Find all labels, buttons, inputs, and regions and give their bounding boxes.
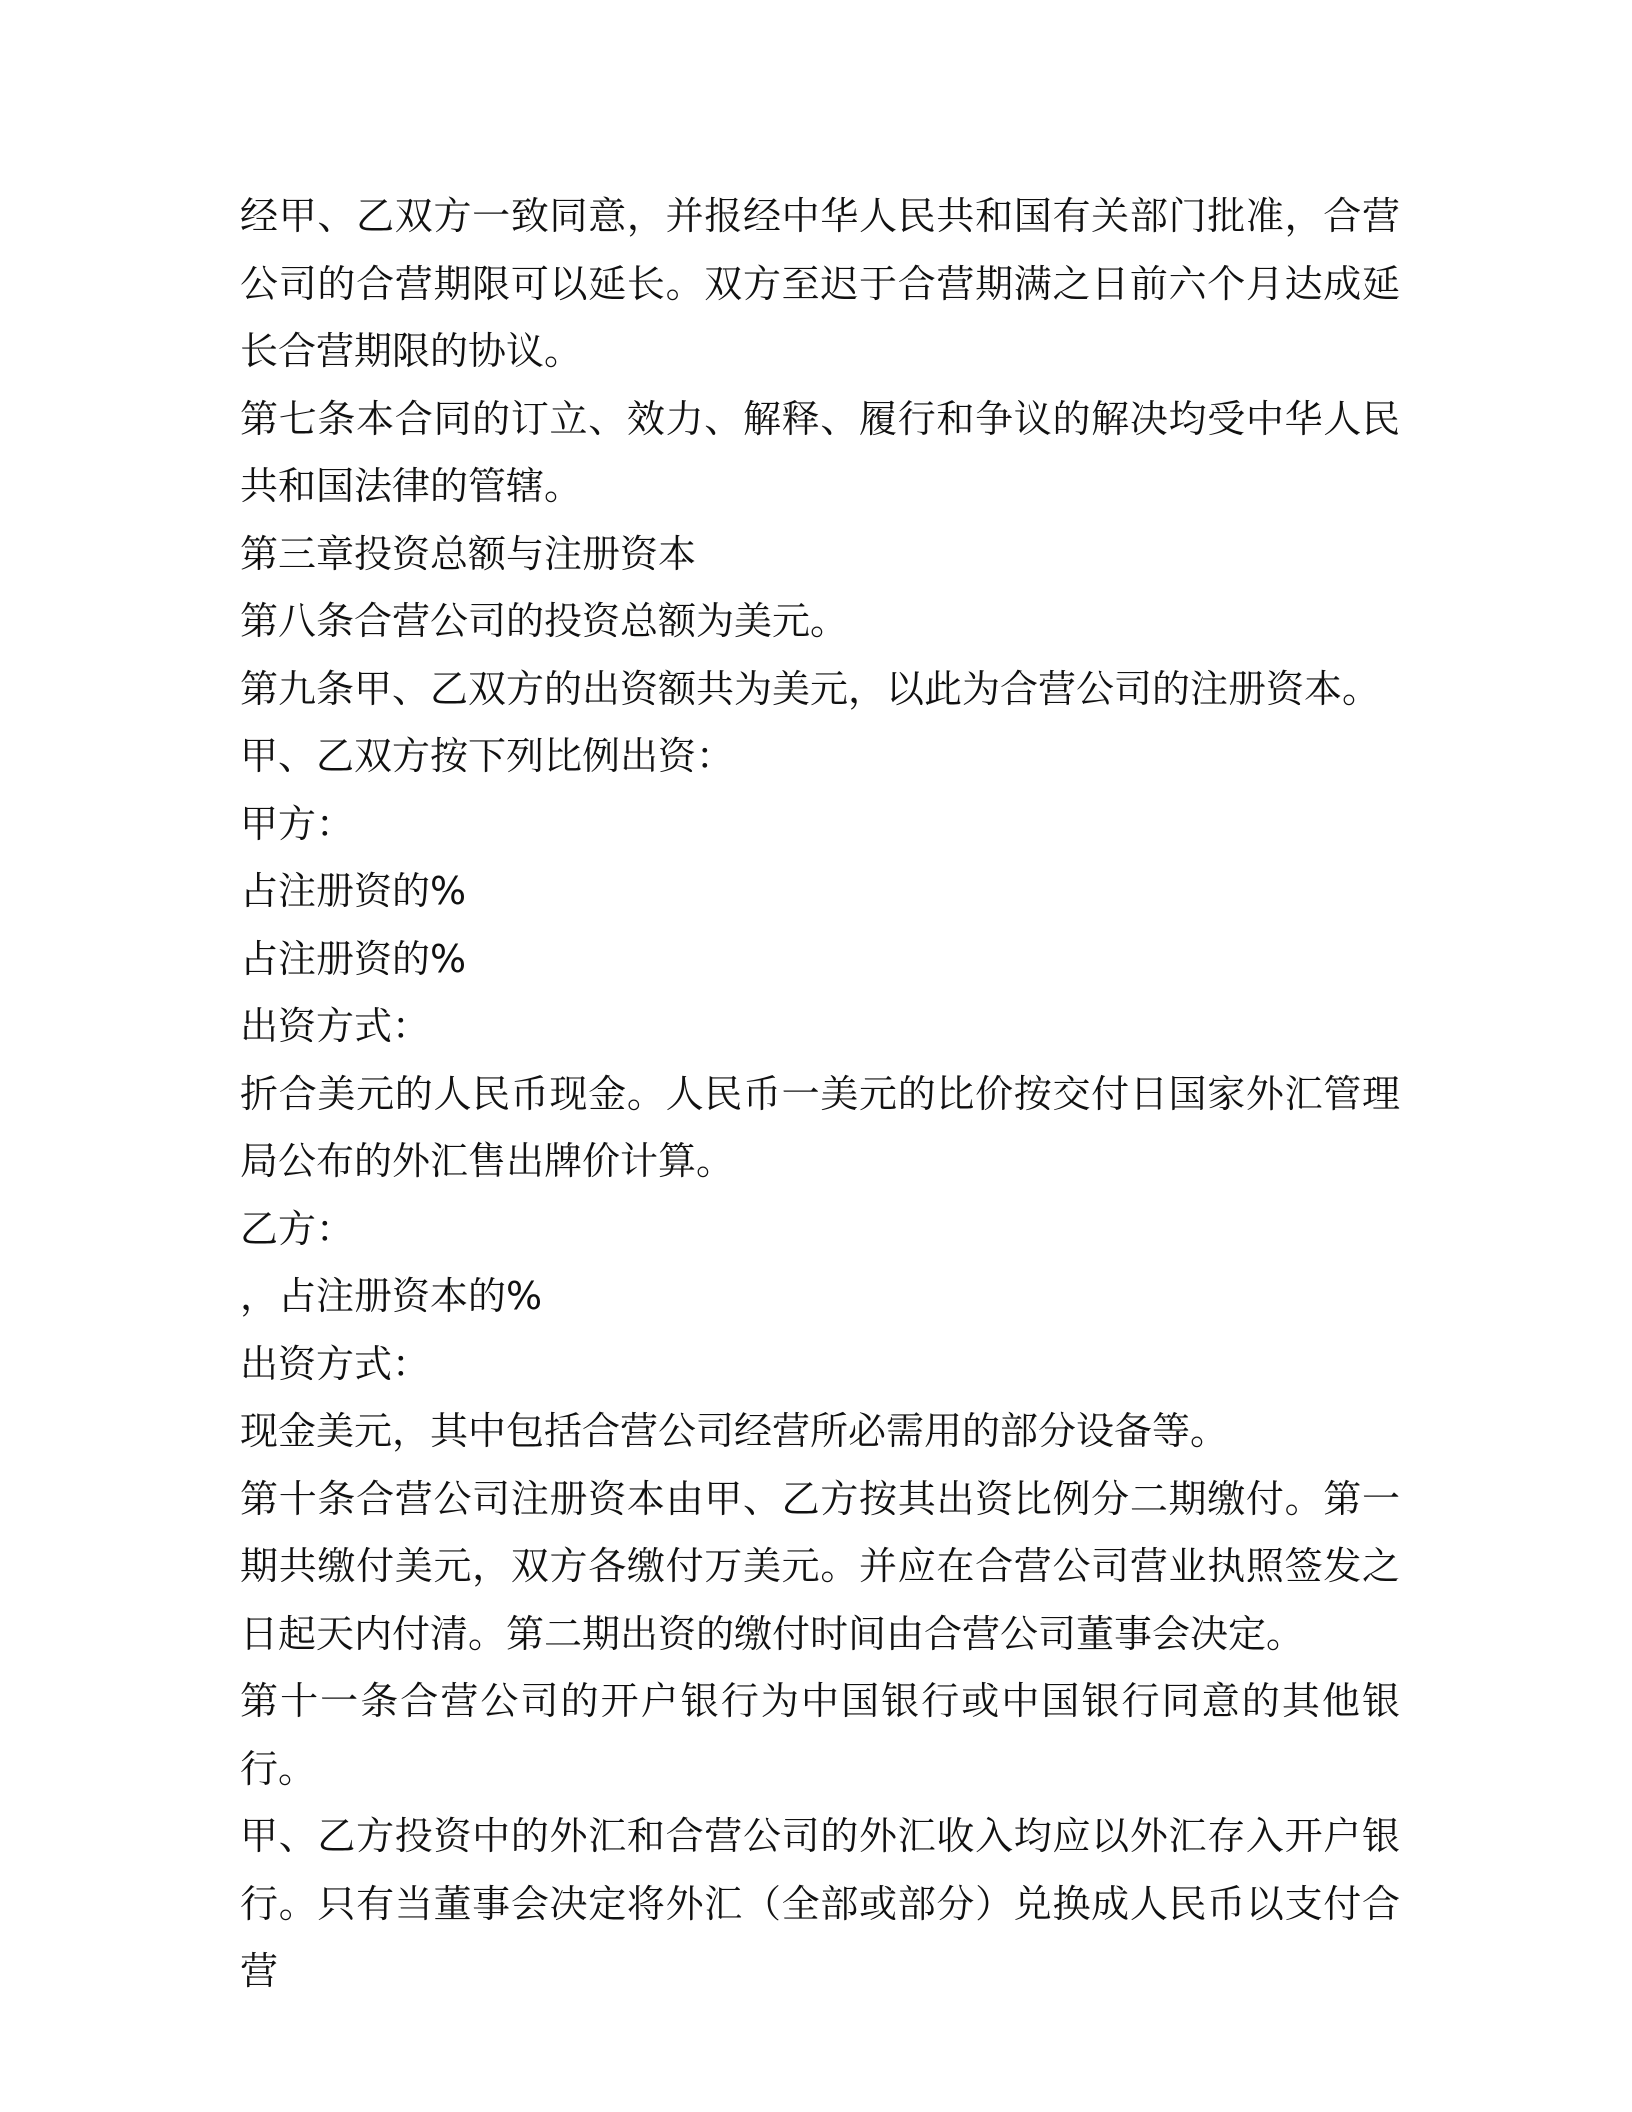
party-a-share-1: 占注册资的%	[240, 869, 467, 913]
paragraph-article-8: 第八条合营公司的投资总额为美元。	[240, 599, 849, 643]
party-a-contribution-method-label: 出资方式：	[240, 1004, 431, 1048]
party-b-contribution-method: 现金美元，其中包括合营公司经营所必需用的部分设备等。	[240, 1409, 1229, 1453]
party-b-label: 乙方：	[240, 1206, 355, 1251]
party-b-contribution-method-label: 出资方式：	[240, 1341, 431, 1386]
paragraph-article-9: 第九条甲、乙双方的出资额共为美元，以此为合营公司的注册资本。	[240, 666, 1381, 711]
paragraph-article-11: 第十一条合营公司的开户银行为中国银行或中国银行同意的其他银行。	[240, 1679, 1400, 1791]
chapter-3-heading: 第三章投资总额与注册资本	[240, 531, 697, 576]
party-b-share: ，占注册资本的%	[240, 1274, 543, 1318]
paragraph-contribution-ratio: 甲、乙双方按下列比例出资：	[240, 734, 735, 778]
party-a-share-2: 占注册资的%	[240, 936, 467, 981]
paragraph-article-10: 第十条合营公司注册资本由甲、乙方按其出资比例分二期缴付。第一期共缴付美元，双方各缴付万美元。并应在合营公司营业执照签发之日起天内付清。第二期出资的缴付时间由合营公司董事会决定。	[240, 1476, 1400, 1656]
paragraph-extension-term: 经甲、乙双方一致同意，并报经中华人民共和国有关部门批准，合营公司的合营期限可以延长。双方至迟于合营期满之日前六个月达成延长合营期限的协议。	[240, 194, 1400, 373]
paragraph-article-7: 第七条本合同的订立、效力、解释、履行和争议的解决均受中华人民共和国法律的管辖。	[240, 396, 1400, 508]
paragraph-foreign-exchange: 甲、乙方投资中的外汇和合营公司的外汇收入均应以外汇存入开户银行。只有当董事会决定将外汇（全部或部分）兑换成人民币以支付合营	[240, 1814, 1400, 1993]
party-a-label: 甲方：	[240, 801, 355, 846]
document-body	[240, 183, 1400, 2006]
party-a-contribution-method: 折合美元的人民币现金。人民币一美元的比价按交付日国家外汇管理局公布的外汇售出牌价计算。	[240, 1071, 1400, 1183]
